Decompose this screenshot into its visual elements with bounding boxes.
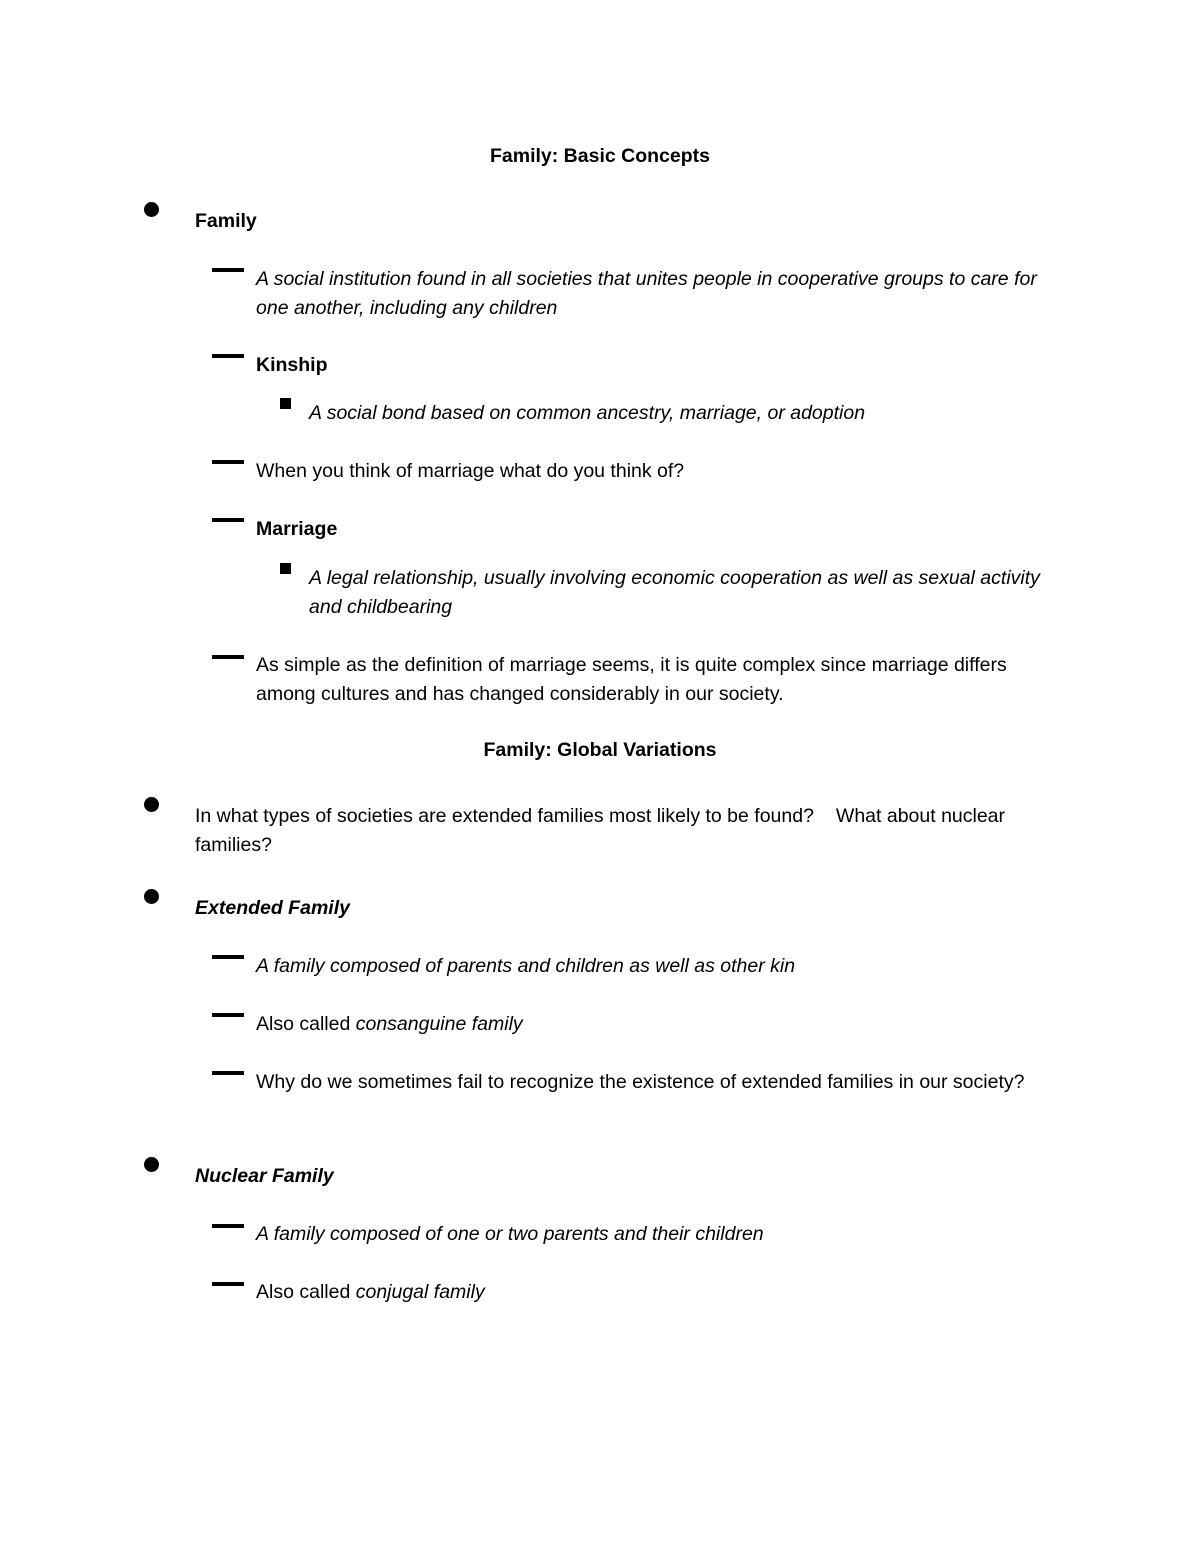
nuclear-family-term: Nuclear Family [195,1165,334,1187]
marriage-definition: A legal relationship, usually involving economic cooperation as well as sexual activity and childbearing [309,567,1040,618]
marriage-note: As simple as the definition of marriage seems, it is quite complex since marriage differs among cultures and has changed considerably in our society. [256,654,1007,705]
dash-marker [212,518,244,522]
dash-marker [212,268,244,272]
dash-marker [212,955,244,959]
dash-marker [212,1013,244,1017]
section-title-basic-concepts: Family: Basic Concepts [490,145,710,167]
family-term: Family [195,210,257,232]
section-title-global-variations: Family: Global Variations [483,739,717,761]
extended-also-called [256,1010,1066,1039]
bullet-dot [144,797,159,812]
marriage-term: Marriage [256,518,338,540]
question-part-1: In what types of societies are extended families most likely to be found? [195,805,814,827]
extended-family-question: Why do we sometimes fail to recognize the existence of extended families in our society? [256,1071,1025,1093]
family-definition: A social institution found in all societies that unites people in cooperative groups to care for one another, including any children [256,268,1037,319]
nuclear-also-called [256,1278,1066,1307]
dash-marker [212,1224,244,1228]
dash-marker [212,460,244,464]
extended-family-term: Extended Family [195,897,350,919]
marriage-question: When you think of marriage what do you think of? [256,460,685,482]
bullet-dot [144,202,159,217]
also-called-prefix: Also called [256,1281,356,1303]
dash-marker [212,1071,244,1075]
dash-marker [212,1282,244,1286]
question-part-2: What about nuclear families? [195,805,1006,856]
kinship-term: Kinship [256,354,328,376]
kinship-definition: A social bond based on common ancestry, marriage, or adoption [309,402,866,424]
nuclear-family-definition: A family composed of one or two parents and their children [256,1223,764,1245]
also-called-prefix: Also called [256,1013,356,1035]
square-bullet [280,398,291,409]
family-types-question [195,802,1075,860]
bullet-dot [144,1157,159,1172]
extended-family-definition: A family composed of parents and children as well as other kin [256,955,796,977]
conjugal-term: conjugal family [355,1281,485,1303]
square-bullet [280,563,291,574]
dash-marker [212,354,244,358]
consanguine-term: consanguine family [355,1013,523,1035]
dash-marker [212,655,244,659]
bullet-dot [144,889,159,904]
